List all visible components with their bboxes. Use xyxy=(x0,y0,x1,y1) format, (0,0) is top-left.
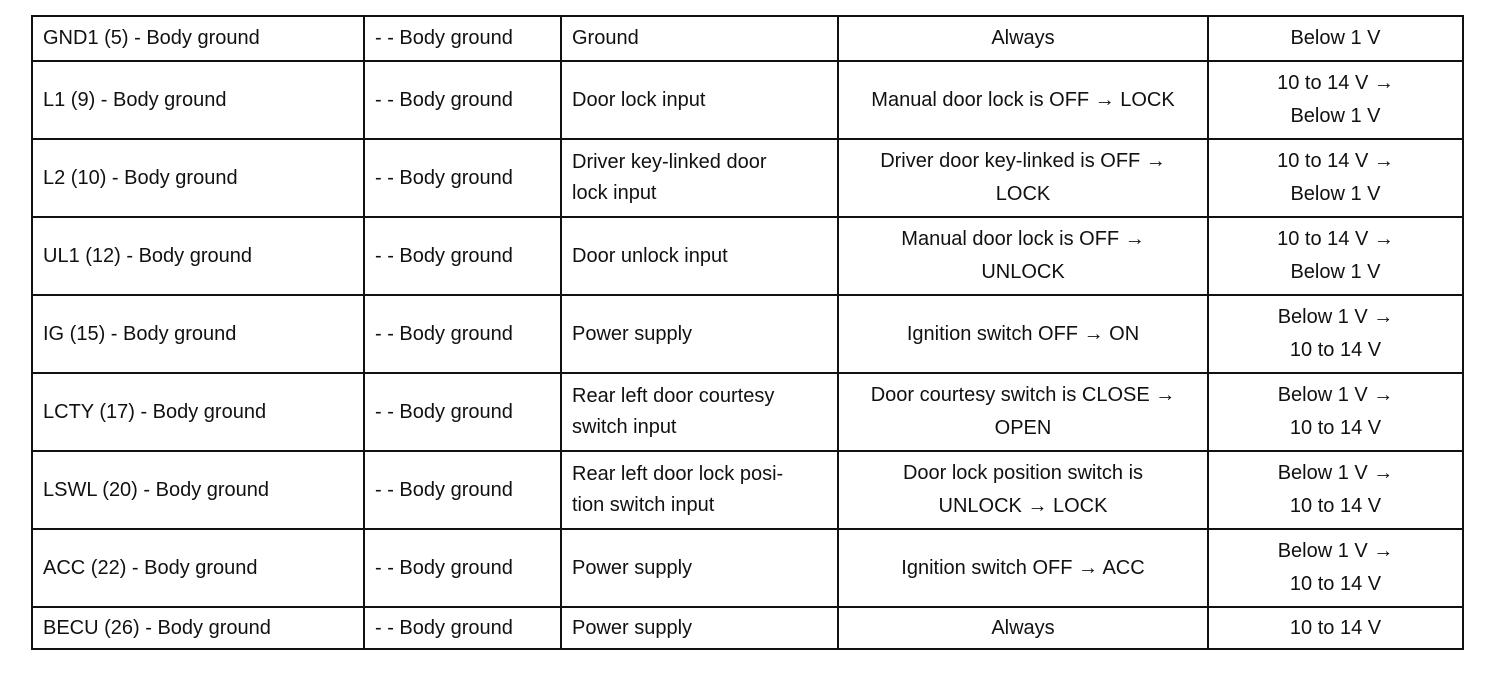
terminal-text: LCTY (17) - Body ground xyxy=(43,400,267,423)
terminal-text: IG (15) - Body ground xyxy=(43,322,237,345)
condition-text: Always xyxy=(991,616,1055,639)
terminal-cell xyxy=(32,607,364,649)
description-cell xyxy=(561,61,838,139)
specified-cell xyxy=(1208,139,1463,217)
description-text: Door lock input xyxy=(572,88,706,111)
table-row xyxy=(32,607,1463,649)
wiring-cell xyxy=(364,607,561,649)
description-cell xyxy=(561,295,838,373)
condition-cell xyxy=(838,295,1208,373)
wiring-text: - - Body ground xyxy=(375,616,513,639)
description-cell xyxy=(561,373,838,451)
specified-text: 10 to 14 V xyxy=(1289,616,1382,639)
specified-text: Below 1 V → 10 to 14 V xyxy=(1277,384,1394,439)
specified-text: 10 to 14 V → Below 1 V xyxy=(1277,150,1394,205)
terminal-text: L1 (9) - Body ground xyxy=(43,88,227,111)
condition-text: Manual door lock is OFF → LOCK xyxy=(871,88,1175,111)
terminal-text: LSWL (20) - Body ground xyxy=(43,478,270,501)
wiring-cell xyxy=(364,451,561,529)
table-row xyxy=(32,139,1463,217)
terminal-text: BECU (26) - Body ground xyxy=(43,616,271,639)
condition-cell xyxy=(838,61,1208,139)
condition-text: Manual door lock is OFF → UNLOCK xyxy=(901,228,1145,283)
wiring-text: - - Body ground xyxy=(375,244,513,267)
specified-cell xyxy=(1208,607,1463,649)
specified-cell xyxy=(1208,61,1463,139)
terminal-cell xyxy=(32,529,364,607)
description-text: Power supply xyxy=(572,556,693,579)
wiring-text: - - Body ground xyxy=(375,478,513,501)
condition-cell xyxy=(838,451,1208,529)
table-row xyxy=(32,61,1463,139)
description-cell xyxy=(561,139,838,217)
terminal-cell xyxy=(32,217,364,295)
specified-cell xyxy=(1208,16,1463,61)
wiring-cell xyxy=(364,373,561,451)
condition-cell xyxy=(838,139,1208,217)
terminal-cell xyxy=(32,61,364,139)
condition-cell xyxy=(838,607,1208,649)
condition-text: Always xyxy=(991,27,1055,49)
description-cell xyxy=(561,451,838,529)
condition-cell xyxy=(838,373,1208,451)
wiring-text: - - Body ground xyxy=(375,88,513,111)
description-text: Rear left door lock posi- tion switch input xyxy=(572,463,784,516)
description-cell xyxy=(561,217,838,295)
description-text: Ground xyxy=(572,27,639,49)
terminal-text: GND1 (5) - Body ground xyxy=(43,27,260,49)
description-cell xyxy=(561,529,838,607)
wiring-cell xyxy=(364,16,561,61)
condition-text: Ignition switch OFF → ON xyxy=(906,322,1140,345)
condition-text: Ignition switch OFF → ACC xyxy=(901,556,1145,579)
description-text: Rear left door courtesy switch input xyxy=(572,385,775,438)
specified-text: Below 1 V → 10 to 14 V xyxy=(1277,540,1394,595)
wiring-text: - - Body ground xyxy=(375,27,513,49)
description-cell xyxy=(561,16,838,61)
table-row xyxy=(32,373,1463,451)
table-row xyxy=(32,451,1463,529)
condition-cell xyxy=(838,16,1208,61)
description-text: Door unlock input xyxy=(572,244,728,267)
wiring-cell xyxy=(364,529,561,607)
condition-cell xyxy=(838,529,1208,607)
table-row xyxy=(32,217,1463,295)
terminal-cell xyxy=(32,451,364,529)
wiring-text: - - Body ground xyxy=(375,322,513,345)
description-text: Driver key-linked door lock input xyxy=(572,151,767,204)
terminal-cell xyxy=(32,139,364,217)
condition-text: Driver door key-linked is OFF → LOCK xyxy=(880,150,1166,205)
condition-cell xyxy=(838,217,1208,295)
table-row xyxy=(32,529,1463,607)
specified-cell xyxy=(1208,529,1463,607)
description-text: Power supply xyxy=(572,616,693,639)
wiring-text: - - Body ground xyxy=(375,556,513,579)
wiring-text: - - Body ground xyxy=(375,400,513,423)
wiring-cell xyxy=(364,217,561,295)
terminal-cell xyxy=(32,16,364,61)
specified-cell xyxy=(1208,217,1463,295)
wiring-cell xyxy=(364,139,561,217)
description-text: Power supply xyxy=(572,322,693,345)
wiring-cell xyxy=(364,295,561,373)
specified-cell xyxy=(1208,373,1463,451)
terminal-cell xyxy=(32,373,364,451)
specified-text: Below 1 V → 10 to 14 V xyxy=(1277,462,1394,517)
specified-text: Below 1 V → 10 to 14 V xyxy=(1277,306,1394,361)
specified-cell xyxy=(1208,451,1463,529)
table-row xyxy=(32,16,1463,61)
condition-text: Door lock position switch is UNLOCK → LOCK xyxy=(902,462,1144,517)
table-row xyxy=(32,295,1463,373)
specified-text: 10 to 14 V → Below 1 V xyxy=(1277,228,1394,283)
specified-text: Below 1 V xyxy=(1290,27,1381,49)
terminal-text: L2 (10) - Body ground xyxy=(43,166,238,189)
terminal-spec-table xyxy=(31,15,1464,650)
specified-cell xyxy=(1208,295,1463,373)
description-cell xyxy=(561,607,838,649)
terminal-text: UL1 (12) - Body ground xyxy=(43,244,253,267)
specified-text: 10 to 14 V → Below 1 V xyxy=(1277,72,1394,127)
terminal-text: ACC (22) - Body ground xyxy=(43,556,258,579)
terminal-cell xyxy=(32,295,364,373)
wiring-cell xyxy=(364,61,561,139)
condition-text: Door courtesy switch is CLOSE → OPEN xyxy=(870,384,1176,439)
wiring-text: - - Body ground xyxy=(375,166,513,189)
